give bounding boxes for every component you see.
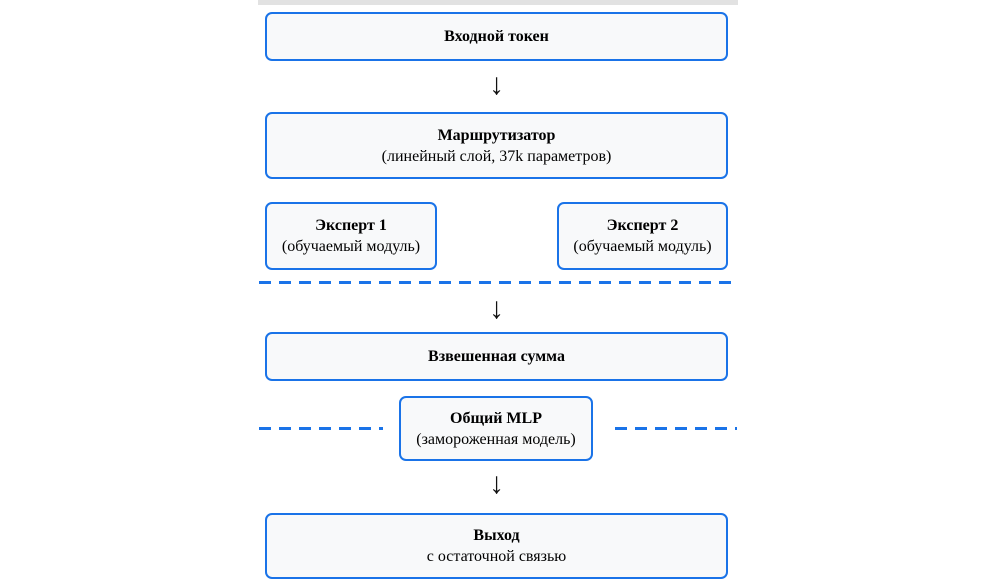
node-title: Входной токен: [444, 28, 549, 45]
arrow-down-icon: ↓: [489, 467, 504, 500]
node-router: [265, 112, 728, 179]
node-title: Общий MLP: [450, 409, 542, 427]
node-expert-1: [265, 202, 437, 270]
node-subtitle: (замороженная модель): [416, 430, 576, 448]
node-shared-mlp: [399, 396, 593, 461]
node-subtitle: с остаточной связью: [426, 548, 567, 565]
dashed-separator-left: [259, 427, 383, 430]
node-title: Выход: [473, 527, 520, 544]
node-title: Маршрутизатор: [437, 126, 556, 144]
node-expert-2: [557, 202, 728, 270]
arrow-down-icon: ↓: [489, 292, 504, 325]
node-subtitle: (линейный слой, 37k параметров): [381, 147, 612, 165]
dashed-separator: [259, 281, 737, 284]
node-subtitle: (обучаемый модуль): [573, 238, 712, 255]
node-output: [265, 513, 728, 579]
top-divider: [258, 0, 738, 5]
node-title: Эксперт 2: [606, 217, 679, 234]
node-input-token: [265, 12, 728, 61]
dashed-separator-right: [615, 427, 737, 430]
node-subtitle: (обучаемый модуль): [281, 238, 421, 255]
node-weighted-sum: [265, 332, 728, 381]
node-title: Эксперт 1: [315, 217, 387, 234]
arrow-down-icon: ↓: [489, 68, 504, 101]
node-title: Взвешенная сумма: [428, 348, 565, 365]
